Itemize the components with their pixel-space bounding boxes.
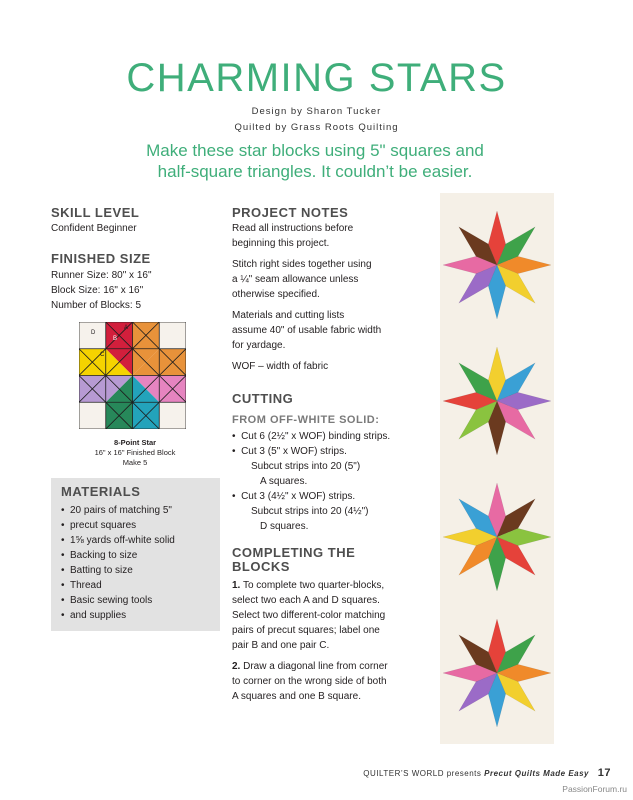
project-notes-heading: PROJECT NOTES [232, 205, 349, 220]
list-item: • Backing to size [61, 548, 216, 563]
label-a: A [124, 325, 129, 331]
cutting-item: • Cut 3 (5" x WOF) strips. [232, 446, 347, 457]
finished-size-list [51, 268, 152, 313]
star-block-diagram [79, 322, 186, 429]
completing-heading: COMPLETING THE BLOCKS [232, 545, 356, 574]
note-paragraph: Read all instructions before beginning this project. [232, 223, 354, 249]
label-b: B [113, 336, 118, 342]
completing-steps [232, 578, 432, 704]
diagram-caption: 8-Point Star 16" x 16" Finished Block Make 5 [51, 438, 219, 468]
page-footer: QUILTER’S WORLD presents Precut Quilts Made Easy 17 [363, 767, 611, 779]
step-2: 2. Draw a diagonal line from corner to corner on the wrong side of both A squares and one B square. [232, 661, 388, 702]
label-c: C [100, 352, 105, 358]
intro-text: Make these star blocks using 5" squares and half-square triangles. It couldn’t be easier. [146, 141, 484, 181]
project-notes [232, 221, 422, 374]
block-size: Block Size: 16" x 16" [51, 285, 144, 296]
step-1: 1. To complete two quarter-blocks, select two each A and D squares. Select two different-color matching pairs of precut squares; label one pair B and one pair C. [232, 580, 386, 651]
finished-size-heading: FINISHED SIZE [51, 251, 151, 266]
page-title: CHARMING STARS [126, 56, 507, 100]
note-paragraph: WOF – width of fabric [232, 361, 329, 372]
note-paragraph: Materials and cutting lists assume 40" of usable fabric width for yardage. [232, 310, 382, 351]
cutting-subheading: FROM OFF-WHITE SOLID: [232, 414, 380, 426]
cutting-heading: CUTTING [232, 391, 294, 406]
quilted-credit: Quilted by Grass Roots Quilting [234, 122, 399, 133]
number-of-blocks: Number of Blocks: 5 [51, 300, 142, 311]
list-item: • Batting to size [61, 563, 216, 578]
list-item: • Thread [61, 578, 216, 593]
list-item: • precut squares [61, 518, 216, 533]
runner-size: Runner Size: 80" x 16" [51, 270, 152, 281]
cutting-list: • Cut 6 (2½" x WOF) binding strips. • Cut 3 (5" x WOF) strips. Subcut strips into 20 (5") A squares. • Cut 3 (4½" x WOF) strips. Subcut strips into 20 (4½") D squares. [232, 429, 432, 534]
list-item: • 20 pairs of matching 5" [61, 503, 216, 518]
design-credit: Design by Sharon Tucker [251, 106, 382, 117]
footer-brand: QUILTER’S WORLD [363, 769, 444, 778]
watermark: PassionForum.ru [562, 784, 627, 794]
list-item: • Basic sewing tools [61, 593, 216, 608]
materials-list [61, 503, 216, 623]
table-runner-photo [440, 193, 554, 744]
materials-box [51, 478, 220, 631]
skill-level-value: Confident Beginner [51, 223, 137, 234]
label-d: D [91, 330, 96, 336]
diagram-caption-title: 8-Point Star [113, 438, 157, 447]
materials-heading: MATERIALS [61, 484, 141, 499]
skill-level-heading: SKILL LEVEL [51, 205, 140, 220]
note-paragraph: Stitch right sides together using a ¼" seam allowance unless otherwise specified. [232, 259, 372, 300]
cutting-item: • Cut 3 (4½" x WOF) strips. [232, 491, 356, 502]
footer-book-title: Precut Quilts Made Easy [484, 769, 590, 778]
cutting-item: • Cut 6 (2½" x WOF) binding strips. [232, 431, 391, 442]
list-item: • 1⅝ yards off-white solid [61, 533, 216, 548]
list-item: • and supplies [61, 608, 216, 623]
page-number: 17 [597, 767, 611, 779]
